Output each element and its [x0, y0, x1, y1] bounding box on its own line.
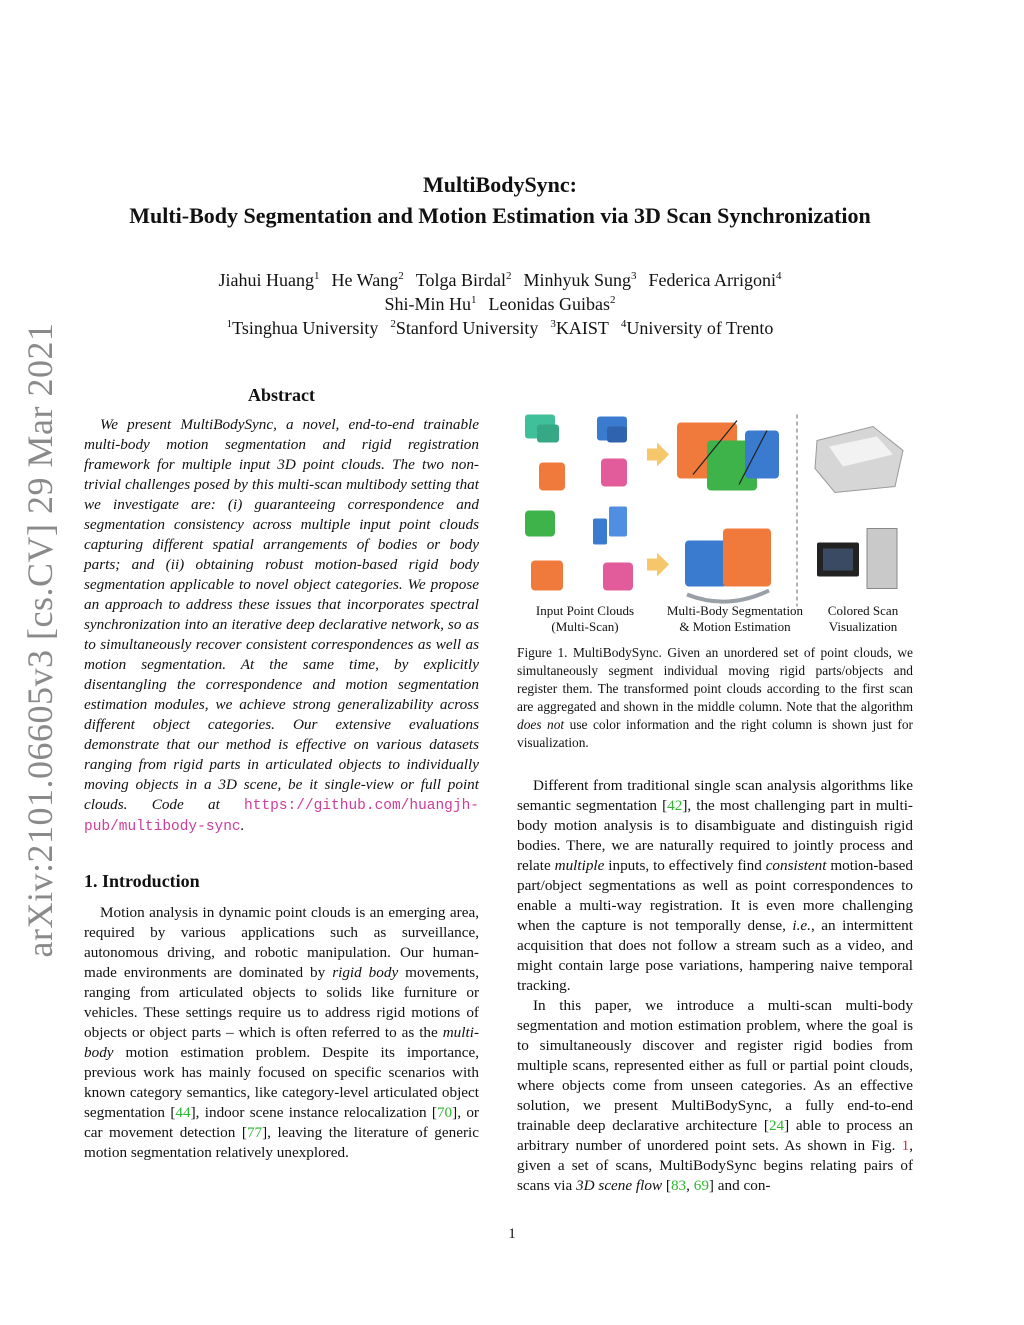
- author-name: Federica Arrigoni$^4$: [648, 270, 782, 290]
- figure-label-vis-line2: Visualization: [828, 619, 898, 634]
- scan-2-pink: [601, 459, 627, 487]
- input-point-clouds: [525, 415, 633, 591]
- text-run: ,: [686, 1177, 694, 1194]
- code-link[interactable]: https://github.com/huangjh-pub/multibody-sync: [84, 798, 479, 835]
- author-name: He Wang$^2$: [331, 270, 404, 290]
- scan-3-blue: [593, 507, 627, 545]
- text-run: ], or car movement detection [: [84, 1104, 479, 1141]
- text-run: [: [662, 1177, 671, 1194]
- citation-link[interactable]: 77: [246, 1124, 263, 1141]
- text-run: ] and con-: [708, 1177, 771, 1194]
- affiliation: $^3$KAIST: [550, 318, 609, 338]
- text-run: use color information and the right column is shown just for visualization.: [517, 717, 913, 750]
- figure-1-caption: [517, 644, 913, 752]
- affiliation-mark: 2: [390, 318, 396, 330]
- intro-paragraph-1: [84, 903, 479, 1163]
- text-run: ] able to process an arbitrary number of unordered point sets. As shown in Fig.: [517, 1117, 913, 1154]
- author-affiliation-mark: 3: [630, 270, 637, 282]
- colored-scan-bottom: [817, 529, 897, 589]
- abstract-end: .: [240, 817, 245, 834]
- text-run: Figure 1. MultiBodySync. Given an unordered set of point clouds, we simultaneously segment individual moving rigid parts/objects and register them. The transformed point clouds according to the first scan are aggregated and shown in the middle column. Note that the algorithm: [517, 645, 913, 714]
- author-list-line2: [80, 294, 920, 315]
- affiliation: $^1$Tsinghua University: [226, 318, 379, 338]
- scan-2-orange: [539, 463, 565, 491]
- page-number: 1: [508, 1226, 516, 1242]
- figure-label-vis-line1: Colored Scan: [827, 603, 899, 618]
- emphasis-text: 3D scene flow: [576, 1177, 663, 1194]
- abstract-text: [84, 415, 479, 837]
- figure-1-image: [517, 393, 913, 638]
- citation-link[interactable]: 24: [768, 1117, 785, 1134]
- text-run: ], leaving the literature of generic motion segmentation relatively unexplored.: [84, 1124, 479, 1161]
- scan-4-pink: [603, 563, 633, 591]
- author-affiliation-mark: 2: [398, 270, 404, 282]
- abstract-body: We present MultiBodySync, a novel, end-to-end trainable multi-body motion segmentation and rigid registration framework for multiple input 3D point clouds. The two non-trivial challenges posed by this multi-scan multibody setting that we investigate are: (i) guaranteeing correspondence and segmentation consistency across multiple input point clouds capturing different spatial arrangements of bodies or body parts; and (ii) obtaining robust motion-based rigid body segmentation applicable to novel object categories. We propose an approach to address these issues that incorporates spectral synchronization into an iterative deep declarative network, so as to simultaneously recover consistent correspondences as well as motion segmentation. At the same time, by explicitly disentangling the correspondence and motion segmentation estimation modules, we achieve strong generalizability across different object categories. Our extensive evaluations demonstrate that our method is effective on various datasets ranging from rigid parts in articulated objects to individually moving objects in a 3D scene, be it single-view or full point clouds. Code at: [84, 416, 479, 813]
- figure-label-input-line2: (Multi-Scan): [551, 619, 619, 634]
- author-name: Minhyuk Sung$^3$: [523, 270, 637, 290]
- text-run: , an intermittent acquisition that does not follow a stream such as a video, and might contain large pose variations, hampering naive temporal tracking.: [517, 917, 913, 994]
- intro-paragraph-2: [517, 776, 913, 996]
- author-name: Tolga Birdal$^2$: [415, 270, 512, 290]
- figure-label-input-line1: Input Point Clouds: [535, 603, 635, 618]
- figure-label-visualization: [813, 603, 913, 635]
- author-name: Shi-Min Hu$^1$: [384, 294, 477, 314]
- text-run: inputs, to effectively find: [604, 857, 766, 874]
- figure-label-seg-line1: Multi-Body Segmentation: [666, 603, 804, 618]
- arrow-top-icon: [647, 443, 669, 467]
- text-run: ], indoor scene instance relocalization [: [190, 1104, 437, 1121]
- citation-link[interactable]: 83: [670, 1177, 687, 1194]
- segmented-result-top: [677, 421, 779, 491]
- right-column-body: [517, 776, 913, 1196]
- paper-title-line1: MultiBodySync:: [422, 172, 578, 197]
- citation-link[interactable]: 69: [693, 1177, 709, 1194]
- author-name: Leonidas Guibas$^2$: [488, 294, 616, 314]
- author-affiliation-mark: 1: [314, 270, 320, 282]
- scan-1-blue: [597, 417, 627, 443]
- citation-link[interactable]: 42: [667, 797, 683, 814]
- text-run: , given a set of scans, MultiBodySync begins relating pairs of scans via: [517, 1137, 913, 1194]
- emphasis-text: consistent: [765, 857, 827, 874]
- emphasis-text: does not: [517, 717, 565, 732]
- affiliation: $^4$University of Trento: [620, 318, 774, 338]
- scan-4-orange: [531, 561, 563, 591]
- text-run: In this paper, we introduce a multi-scan multi-body segmentation and motion estimation problem, where the goal is to simultaneously discover and register rigid bodies from multiple scans, represented either as full or partial point clouds, where objects come from unseen categories. As an effective solution, we present MultiBodySync, a fully end-to-end trainable deep declarative architecture [: [517, 997, 913, 1134]
- affiliation-mark: 4: [620, 318, 627, 330]
- emphasis-text: i.e.: [792, 917, 811, 934]
- text-run: Different from traditional single scan analysis algorithms like semantic segmentation [: [517, 777, 913, 814]
- paper-title-line2: Multi-Body Segmentation and Motion Estimation via 3D Scan Synchronization: [129, 203, 871, 228]
- arxiv-identifier: arXiv:2101.06605v3 [cs.CV] 29 Mar 2021: [20, 322, 60, 958]
- author-affiliation-mark: 1: [471, 294, 477, 306]
- author-affiliation-mark: 2: [610, 294, 616, 306]
- figure-label-input: [517, 603, 653, 635]
- emphasis-text: rigid body: [332, 964, 399, 981]
- segmented-result-bottom: [685, 529, 771, 602]
- affiliation-mark: 3: [550, 318, 556, 330]
- colored-scan-top: [815, 427, 903, 493]
- affiliation-mark: 1: [226, 318, 233, 330]
- abstract-heading: Abstract: [248, 385, 315, 405]
- arrow-bottom-icon: [647, 553, 669, 577]
- author-list-line1: [80, 270, 920, 291]
- intro-paragraph-3: [517, 996, 913, 1196]
- affiliations: [80, 318, 920, 339]
- citation-link[interactable]: 44: [175, 1104, 191, 1121]
- figure-reference-link[interactable]: 1: [901, 1137, 910, 1154]
- author-affiliation-mark: 2: [505, 270, 512, 282]
- emphasis-text: multiple: [554, 857, 605, 874]
- text-run: Motion analysis in dynamic point clouds is an emerging area, required by various applications such as surveillance, autonomous driving, and robotic manipulation. Our human-made environments are dominated by: [84, 904, 479, 981]
- citation-link[interactable]: 70: [436, 1104, 453, 1121]
- text-run: movements, ranging from articulated objects to solids like furniture or vehicles. These settings require us to address rigid motions of objects or object parts – which is often referred to as the: [84, 964, 479, 1041]
- author-name: Jiahui Huang$^1$: [218, 270, 320, 290]
- text-run: motion estimation problem. Despite its importance, previous work has mainly focused on specific scenarios with known category semantics, like category-level articulated object segmentation [: [84, 1044, 479, 1121]
- left-column: [84, 385, 479, 1163]
- scan-1-teal: [525, 415, 559, 443]
- introduction-heading: 1. Introduction: [84, 871, 200, 891]
- flow-arrows: [647, 443, 669, 577]
- author-affiliation-mark: 4: [775, 270, 782, 282]
- figure-label-segmentation: [657, 603, 813, 635]
- affiliation: $^2$Stanford University: [390, 318, 539, 338]
- scan-3-green: [525, 511, 555, 537]
- text-run: ], the most challenging part in multi-body motion analysis is to disambiguate and distinguish rigid bodies. There, we are naturally required to jointly process and relate: [517, 797, 913, 874]
- emphasis-text: multi-body: [84, 1024, 479, 1061]
- text-run: motion-based part/object segmentations as well as point correspondences to enable a multi-way registration. It is even more challenging when the capture is not temporally dense,: [517, 857, 913, 934]
- figure-label-seg-line2: & Motion Estimation: [679, 619, 791, 634]
